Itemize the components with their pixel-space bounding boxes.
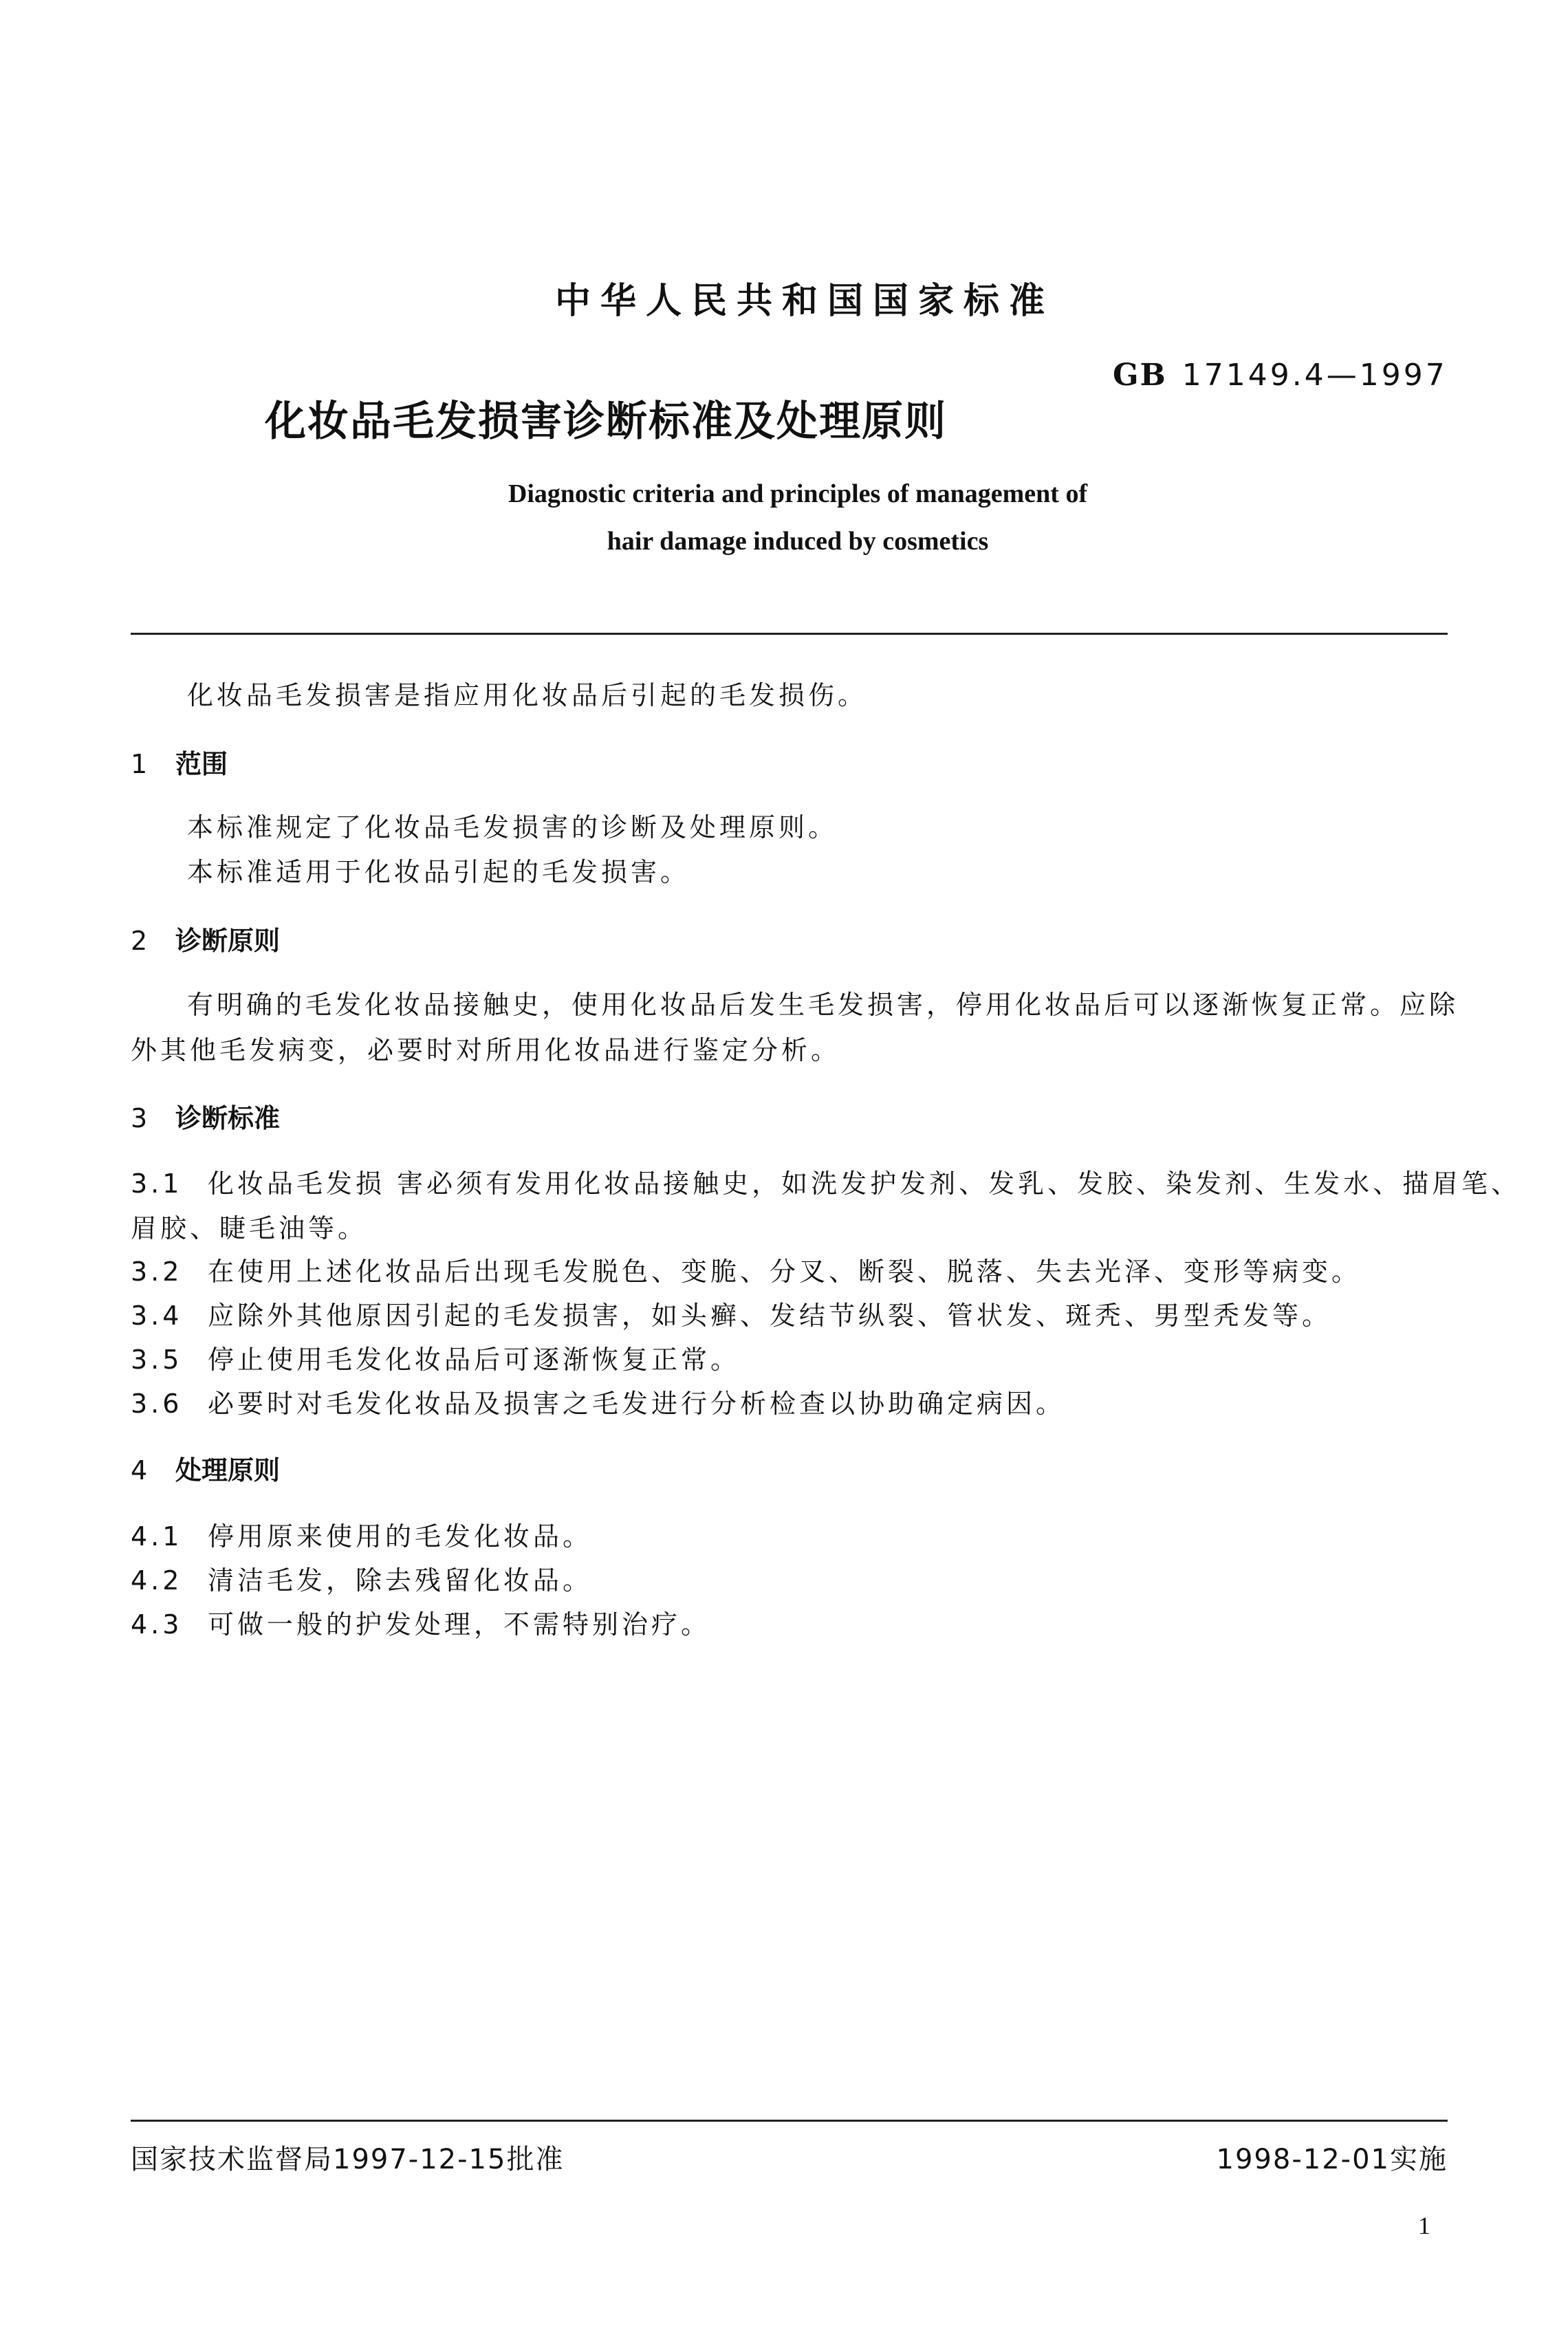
document-title: 化妆品毛发损害诊断标准及处理原则	[265, 398, 947, 446]
section-3-heading	[131, 1097, 280, 1135]
section-2-paragraph-line-2: 外其他毛发病变，必要时对所用化妆品进行鉴定分析。	[131, 1035, 841, 1065]
section-1-heading	[131, 743, 228, 781]
english-title-line-2: hair damage induced by cosmetics	[607, 527, 989, 556]
clause-number: 3.4	[131, 1301, 183, 1331]
standard-code-number: 17149.4—1997	[1182, 358, 1448, 393]
clause-text: 停止使用毛发化妆品后可逐渐恢复正常。	[208, 1345, 741, 1375]
clause-text: 应除外其他原因引起的毛发损害，如头癣、发结节纵裂、管状发、斑秃、男型秃发等。	[208, 1301, 1332, 1331]
page-number: 1	[1418, 2212, 1430, 2239]
section-title: 诊断标准	[175, 1103, 281, 1133]
clause-4-3	[131, 1603, 710, 1641]
clause-text: 必要时对毛发化妆品及损害之毛发进行分析检查以协助确定病因。	[208, 1389, 1066, 1419]
clause-3-4	[131, 1294, 1331, 1332]
clause-4-2	[131, 1559, 592, 1597]
section-2-paragraph-line-1: 有明确的毛发化妆品接触史，使用化妆品后发生毛发损害，停用化妆品后可以逐渐恢复正常。应除	[187, 990, 1459, 1020]
issuing-organization: 中华人民共和国国家标准	[554, 281, 1054, 322]
section-number: 1	[131, 749, 148, 779]
effective-date-line: 1998-12-01实施	[1216, 2144, 1448, 2175]
section-1-paragraph-2: 本标准适用于化妆品引起的毛发损害。	[187, 857, 690, 887]
clause-3-5	[131, 1338, 740, 1376]
clause-number: 4.3	[131, 1609, 183, 1640]
header-divider	[131, 633, 1448, 635]
clause-number: 3.1	[131, 1168, 183, 1199]
clause-text: 清洁毛发，除去残留化妆品。	[208, 1565, 593, 1596]
section-number: 4	[131, 1455, 148, 1486]
clause-text: 化妆品毛发损 害必须有发用化妆品接触史，如洗发护发剂、发乳、发胶、染发剂、生发水、描眉笔、	[208, 1168, 1521, 1199]
clause-number: 3.2	[131, 1257, 183, 1287]
clause-3-1	[131, 1162, 1521, 1200]
approval-line: 国家技术监督局1997-12-15批准	[131, 2144, 565, 2175]
clause-3-1-continuation: 眉胶、睫毛油等。	[131, 1213, 368, 1243]
clause-number: 3.5	[131, 1345, 183, 1375]
section-2-heading	[131, 920, 280, 957]
clause-text: 可做一般的护发处理，不需特别治疗。	[208, 1609, 711, 1640]
section-title: 处理原则	[175, 1455, 281, 1486]
footer-divider	[131, 2120, 1448, 2122]
section-number: 2	[131, 926, 148, 956]
clause-text: 在使用上述化妆品后出现毛发脱色、变脆、分叉、断裂、脱落、失去光泽、变形等病变。	[208, 1257, 1362, 1287]
clause-3-6	[131, 1382, 1065, 1420]
clause-4-1	[131, 1515, 592, 1553]
clause-number: 4.2	[131, 1565, 183, 1596]
section-number: 3	[131, 1103, 148, 1133]
standard-code-prefix: GB	[1113, 358, 1167, 393]
section-1-paragraph-1: 本标准规定了化妆品毛发损害的诊断及处理原则。	[187, 812, 838, 843]
intro-paragraph: 化妆品毛发损害是指应用化妆品后引起的毛发损伤。	[187, 680, 868, 710]
clause-3-2	[131, 1250, 1361, 1288]
english-title-line-1: Diagnostic criteria and principles of management of	[508, 479, 1088, 508]
section-title: 诊断原则	[175, 926, 281, 956]
section-4-heading	[131, 1449, 280, 1487]
clause-text: 停用原来使用的毛发化妆品。	[208, 1521, 593, 1552]
standard-code	[1113, 358, 1448, 393]
clause-number: 4.1	[131, 1521, 183, 1552]
clause-number: 3.6	[131, 1389, 183, 1419]
section-title: 范围	[175, 749, 228, 779]
